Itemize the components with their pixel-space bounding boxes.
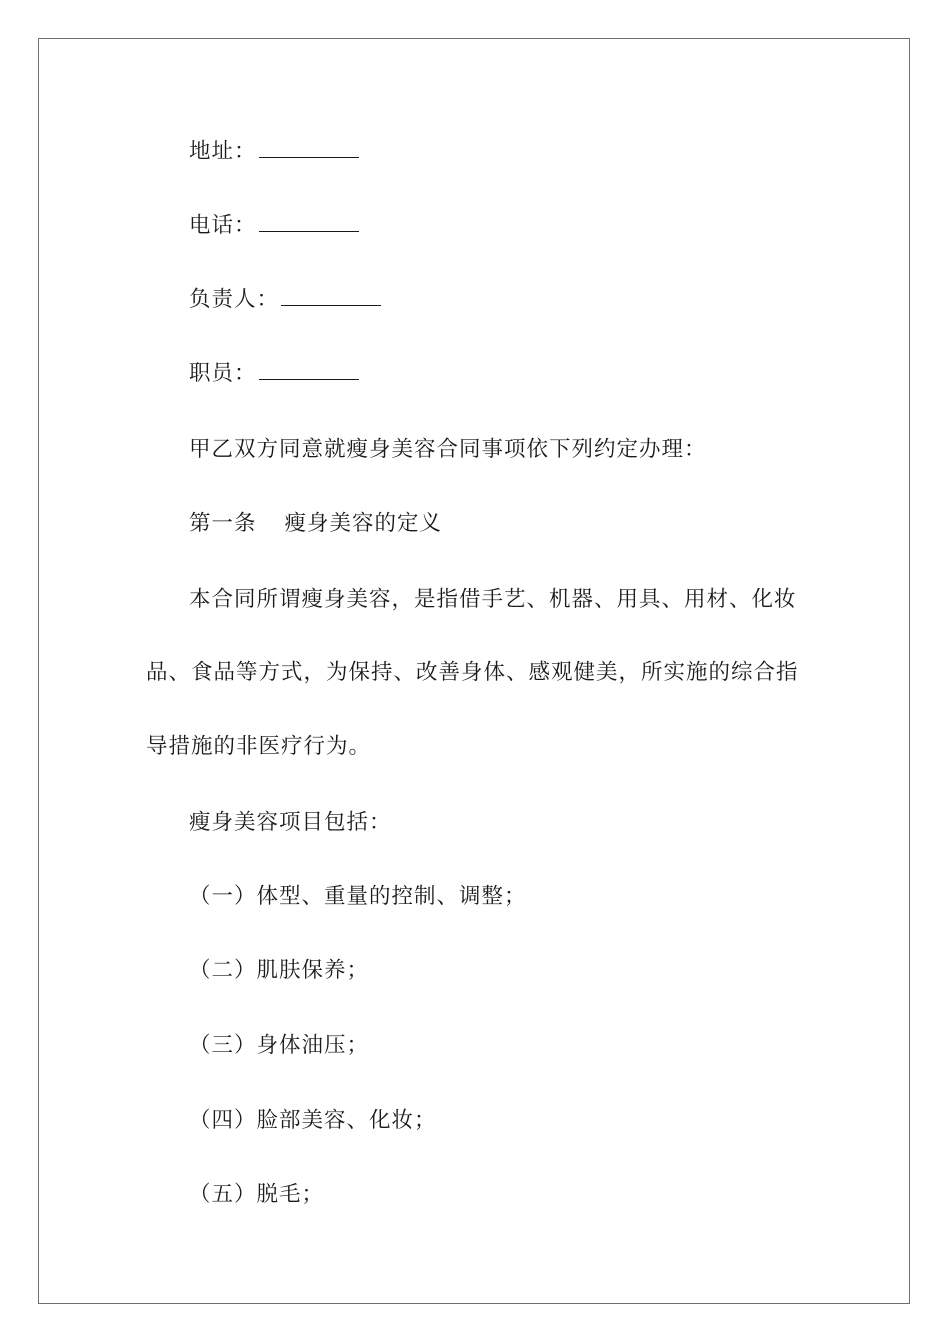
article-number: 第一条 (189, 511, 257, 536)
address-field (189, 137, 359, 167)
phone-field (189, 211, 359, 241)
list-item: （一）体型、重量的控制、调整； (189, 884, 527, 909)
list-item: （二）肌肤保养； (189, 958, 370, 983)
definition-line: 导措施的非医疗行为。 (146, 734, 372, 759)
manager-field (189, 285, 381, 315)
definition-line: 品、食品等方式，为保持、改善身体、感观健美，所实施的综合指 (146, 660, 799, 685)
intro-paragraph: 甲乙双方同意就瘦身美容合同事项依下列约定办理： (189, 437, 707, 462)
staff-label: 职员： (189, 361, 257, 386)
list-item: （四）脸部美容、化妆； (189, 1108, 437, 1133)
phone-label: 电话： (189, 213, 257, 238)
article-heading (189, 509, 442, 539)
definition-line: 本合同所谓瘦身美容，是指借手艺、机器、用具、用材、化妆 (189, 587, 797, 612)
staff-field (189, 359, 359, 389)
article-title: 瘦身美容的定义 (284, 511, 443, 536)
manager-blank[interactable] (281, 285, 381, 306)
manager-label: 负责人： (189, 287, 280, 312)
address-blank[interactable] (259, 137, 359, 158)
items-heading: 瘦身美容项目包括： (189, 810, 392, 835)
list-item: （五）脱毛； (189, 1182, 325, 1207)
phone-blank[interactable] (259, 211, 359, 232)
list-item: （三）身体油压； (189, 1033, 370, 1058)
staff-blank[interactable] (259, 359, 359, 380)
address-label: 地址： (189, 139, 257, 164)
